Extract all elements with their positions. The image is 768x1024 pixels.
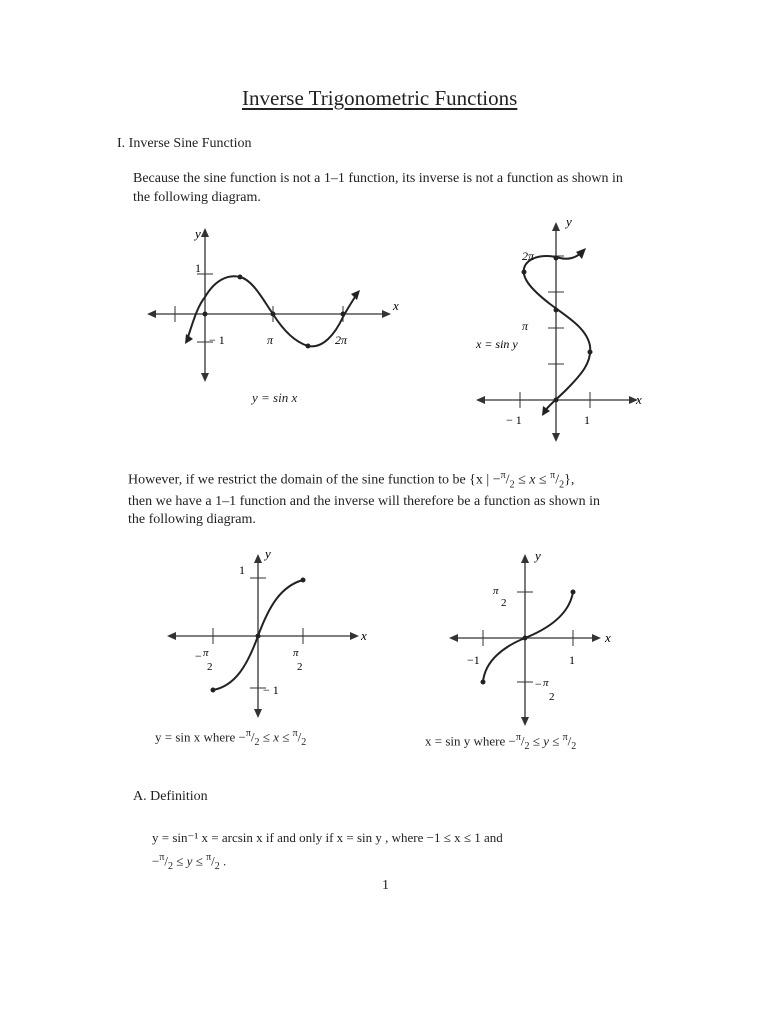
y-axis-label: y <box>566 214 572 229</box>
frac-den: 2 <box>549 691 555 703</box>
y-tick-label: 1 <box>195 261 201 275</box>
one-label: 1 <box>569 653 575 667</box>
neg-one-label: − 1 <box>209 333 225 347</box>
caption-arcsin: x = sin y where $-^\pi/_2 \le y \le ^\pi/_2$ <box>425 732 577 752</box>
paragraph-2-line-3: the following diagram. <box>128 512 256 527</box>
page-title: Inverse Trigonometric Functions <box>242 86 518 110</box>
definition-heading: A. Definition <box>133 789 208 804</box>
graph-arcsin <box>445 548 625 728</box>
y-axis-label: y <box>195 226 201 241</box>
pi-label: π <box>267 333 274 347</box>
section-heading: I. Inverse Sine Function <box>117 136 252 151</box>
definition-line-1: y = sin⁻¹ x = arcsin x if and only if x = sin y , where −1 ≤ x ≤ 1 and <box>152 830 503 845</box>
restriction-text: However, if we restrict the domain of the sine function to be {x | <box>128 472 490 488</box>
two-pi-label: 2π <box>522 249 535 263</box>
caption-restricted-sine: y = sin x where $-^\pi/_2 \le x \le ^\pi/_2$ <box>155 728 307 748</box>
page-number: 1 <box>382 878 389 893</box>
paragraph-2-line-2: then we have a 1–1 function and the inverse will therefore be a function as shown in <box>128 494 600 509</box>
x-axis-label: x <box>605 630 611 645</box>
x-axis-label: x <box>393 298 399 313</box>
top-tick-label: 1 <box>239 563 245 577</box>
x-axis-label: x <box>636 392 642 407</box>
one-label: 1 <box>584 413 590 427</box>
paragraph-1-line-1: Because the sine function is not a 1–1 function, its inverse is not a function as shown in <box>133 171 623 186</box>
two-pi-label: 2π <box>335 333 348 347</box>
curve-label: x = sin y <box>476 337 518 351</box>
frac-pi: π <box>543 677 549 689</box>
neg-one-label: − 1 <box>263 683 279 697</box>
svg-text:−: − <box>535 677 542 691</box>
frac-pi: π <box>493 585 499 597</box>
paragraph-2-line-1: However, if we restrict the domain of the sine function to be {x | $-^\pi/_2 \le x \le ^\pi/_2$}, <box>128 470 575 491</box>
pi-label: π <box>522 319 529 333</box>
svg-text:−: − <box>195 649 202 663</box>
graph-sine <box>145 222 405 392</box>
neg-one-label: −1 <box>467 653 480 667</box>
x-axis-label: x <box>361 628 367 643</box>
neg-one-label: − 1 <box>506 413 522 427</box>
y-axis-label: y <box>535 548 541 563</box>
frac-den: 2 <box>297 661 303 673</box>
frac-pi: π <box>293 647 299 659</box>
y-axis-label: y <box>265 546 271 561</box>
caption-sine: y = sin x <box>252 390 298 405</box>
graph-restricted-sine <box>165 548 375 723</box>
definition-line-2: $-^\pi/_2 \le y \le ^\pi/_2$ . <box>152 852 227 872</box>
graph-inverse-relation <box>470 212 650 447</box>
frac-den: 2 <box>207 661 213 673</box>
paragraph-1-line-2: the following diagram. <box>133 190 261 205</box>
frac-den: 2 <box>501 597 507 609</box>
frac-pi: π <box>203 647 209 659</box>
